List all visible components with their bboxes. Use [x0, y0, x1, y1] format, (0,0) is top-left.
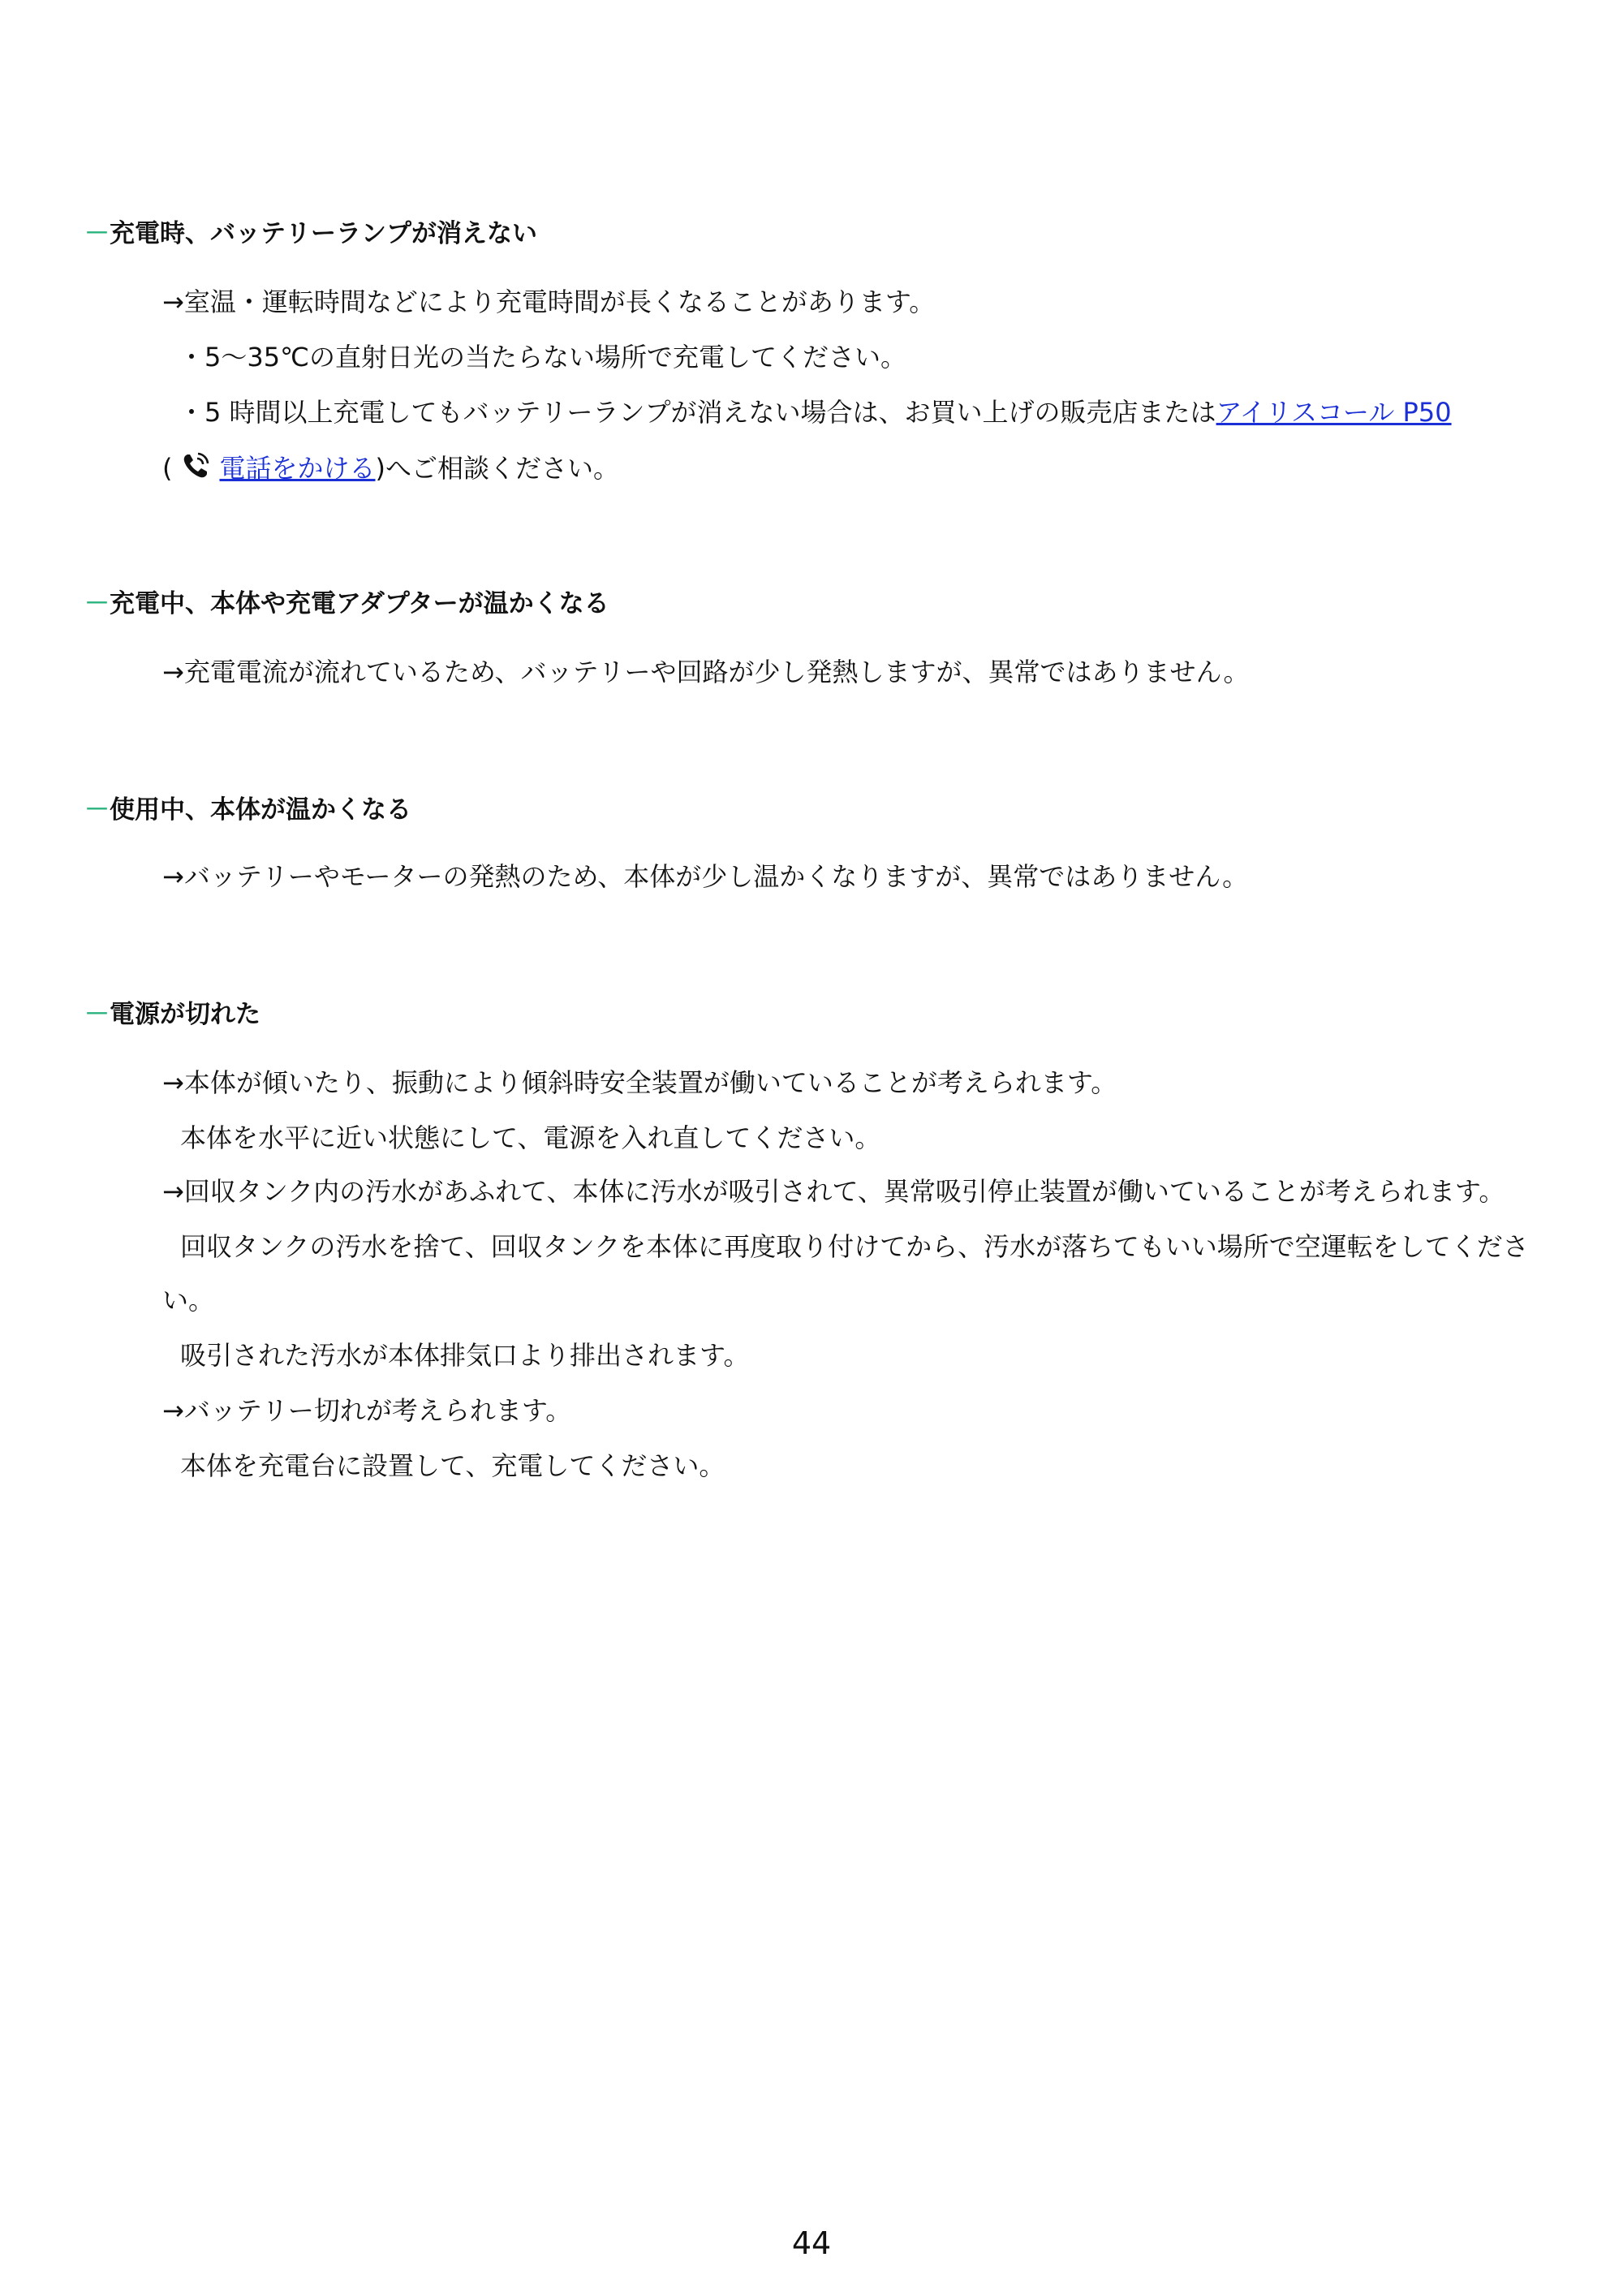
body-line: →室温・運転時間などにより充電時間が長くなることがあります。: [162, 286, 936, 317]
heading-text: 使用中、本体が温かくなる: [110, 795, 411, 825]
call-phone-link[interactable]: 電話をかける: [219, 453, 376, 484]
body-line: 本体を水平に近い状態にして、電源を入れ直してください。: [180, 1122, 881, 1153]
body-line: 吸引された汚水が本体排気口より排出されます。: [180, 1340, 750, 1371]
section-heading-in-use-warm: [84, 792, 411, 828]
body-line: →バッテリー切れが考えられます。: [162, 1395, 572, 1426]
body-line: →バッテリーやモーターの発熱のため、本体が少し温かくなりますが、異常ではありません。: [162, 861, 1249, 892]
page-number: 44: [791, 2225, 832, 2261]
heading-dash: －: [84, 589, 110, 618]
heading-text: 充電中、本体や充電アダプターが温かくなる: [110, 589, 609, 618]
heading-dash: －: [84, 795, 110, 825]
body-line: い。: [162, 1285, 215, 1316]
body-text: )へご相談ください。: [375, 453, 619, 484]
body-line: →回収タンク内の汚水があふれて、本体に汚水が吸引されて、異常吸引停止装置が働いていることが考えられます。: [162, 1176, 1505, 1207]
body-text: ・5 時間以上充電してもバッテリーランプが消えない場合は、お買い上げの販売店または: [179, 397, 1216, 428]
body-line: →充電電流が流れているため、バッテリーや回路が少し発熱しますが、異常ではありません。: [162, 657, 1250, 687]
paren-open: (: [162, 453, 173, 484]
heading-dash: －: [84, 219, 110, 248]
body-line: 回収タンクの汚水を捨て、回収タンクを本体に再度取り付けてから、汚水が落ちてもいい場所で空運転をしてくださ: [180, 1231, 1529, 1262]
phone-call-icon: [180, 450, 213, 482]
iris-call-link[interactable]: アイリスコール P50: [1216, 397, 1452, 428]
section-heading-power-off: [84, 997, 260, 1032]
heading-text: 電源が切れた: [110, 1000, 260, 1029]
body-line: →本体が傾いたり、振動により傾斜時安全装置が働いていることが考えられます。: [162, 1067, 1117, 1098]
section-heading-charging-warm: [84, 586, 609, 622]
body-line-with-link: [179, 394, 1452, 430]
body-line: ・5～35℃の直射日光の当たらない場所で充電してください。: [179, 342, 907, 373]
heading-text: 充電時、バッテリーランプが消えない: [110, 219, 537, 248]
heading-dash: －: [84, 1000, 110, 1029]
section-heading-charging-lamp: [84, 216, 537, 252]
body-line-with-phone-link: [162, 450, 619, 485]
body-line: 本体を充電台に設置して、充電してください。: [180, 1450, 725, 1481]
